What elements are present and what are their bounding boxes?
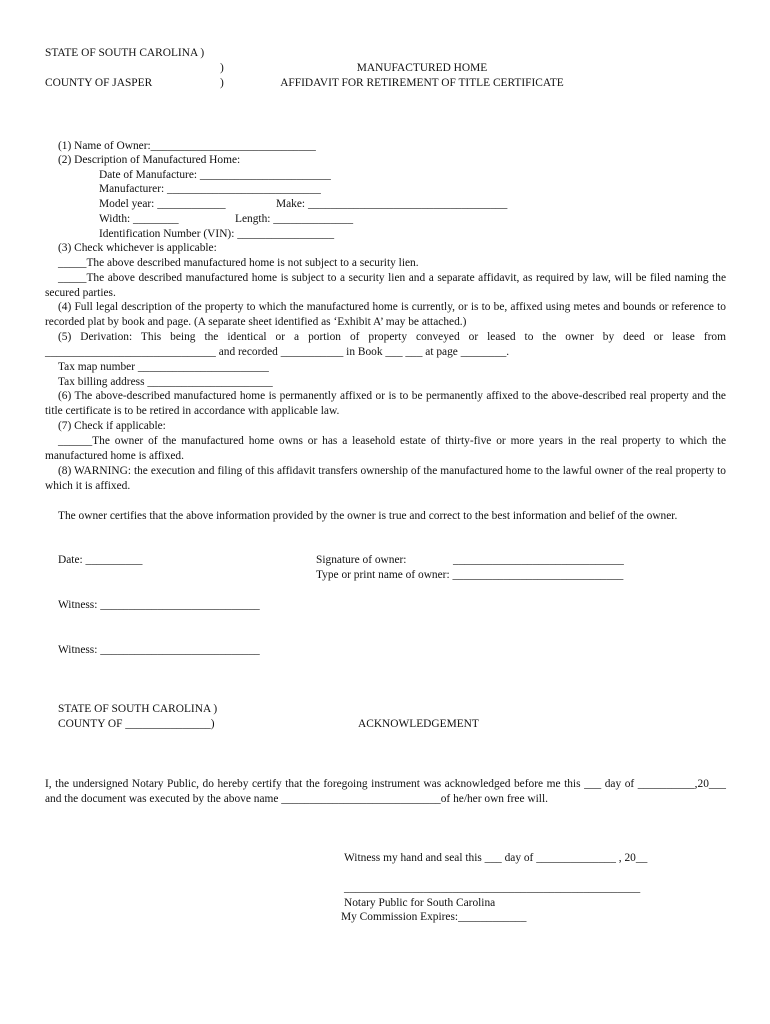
notary-certification: I, the undersigned Notary Public, do hereby certify that the foregoing instrument was acknowledged before me this ___ day of __________,20___ and the document was executed by the above name ____________________________of he/her own free will. [45,778,726,805]
item-check-if-applicable: (7) Check if applicable: [58,420,166,432]
lien-option-subject: _____The above described manufactured home is subject to a security lien and a separate affidavit, as required by law, will be filed naming the secured parties. [45,272,726,299]
county-caption: COUNTY OF JASPER [45,77,153,89]
document-title-line1: MANUFACTURED HOME [356,62,488,74]
item-warning: (8) WARNING: the execution and filing of this affidavit transfers ownership of the manufactured home to the lawful owner of the real property to which it is affixed. [45,465,726,492]
county-paren: ) [220,77,224,89]
manufacturer-field: Manufacturer: ___________________________ [99,183,321,195]
document-title-line2: AFFIDAVIT FOR RETIREMENT OF TITLE CERTIFICATE [280,77,564,89]
notary-witness-hand: Witness my hand and seal this ___ day of ______________ , 20__ [344,852,648,864]
length-field: Length: ______________ [235,213,354,225]
acknowledgement-heading: ACKNOWLEDGEMENT [358,718,479,730]
item-derivation: (5) Derivation: This being the identical or a portion of property conveyed or leased to the owner by deed or lease from ______________________________ and recorded ___________ in Book ___ ___ at page ________. [45,331,726,358]
witness-field-2: Witness: ____________________________ [58,644,260,656]
notary-commission-expires: My Commission Expires:____________ [341,911,527,923]
print-name-field: Type or print name of owner: ______________________________ [316,569,624,581]
tax-billing-field: Tax billing address ______________________ [58,376,273,388]
lien-option-not-subject: _____The above described manufactured home is not subject to a security lien. [58,257,419,269]
item-description: (2) Description of Manufactured Home: [58,154,241,166]
notary-title: Notary Public for South Carolina [344,897,496,909]
model-year-field: Model year: ____________ [99,198,226,210]
witness-field-1: Witness: ____________________________ [58,599,260,611]
leasehold-option: ______The owner of the manufactured home owns or has a leasehold estate of thirty-five or more years in the real property to which the manufactured home is affixed. [45,435,726,462]
state-caption: STATE OF SOUTH CAROLINA ) [45,47,205,59]
width-field: Width: ________ [99,213,179,225]
item-check-applicable: (3) Check whichever is applicable: [58,242,217,254]
make-field: Make: ___________________________________ [276,198,508,210]
tax-map-field: Tax map number _______________________ [58,361,269,373]
owner-certification: The owner certifies that the above information provided by the owner is true and correct to the best information and belief of the owner. [58,510,678,522]
signature-owner-label: Signature of owner: [316,554,407,566]
date-field: Date: __________ [58,554,143,566]
item-owner-name: (1) Name of Owner:_____________________________ [58,140,316,152]
notary-signature-line: ____________________________________________________ [344,882,641,894]
date-of-manufacture-field: Date of Manufacture: _______________________ [99,169,331,181]
ack-state-caption: STATE OF SOUTH CAROLINA ) [58,703,218,715]
item-permanently-affixed: (6) The above-described manufactured home is permanently affixed or is to be permanently affixed to the above-described real property and the title certificate is to be retired in accordance with applicable law. [45,390,726,417]
caption-paren: ) [220,62,224,74]
vin-field: Identification Number (VIN): _________________ [99,228,335,240]
ack-county-caption: COUNTY OF _______________) [58,718,215,730]
item-legal-description: (4) Full legal description of the property to which the manufactured home is currently, or is to be, affixed using metes and bounds or reference to recorded plat by book and page. (A separate sheet identified as ‘Exhibit A’ may be attached.) [45,301,726,328]
signature-owner-line: ______________________________ [453,554,624,566]
